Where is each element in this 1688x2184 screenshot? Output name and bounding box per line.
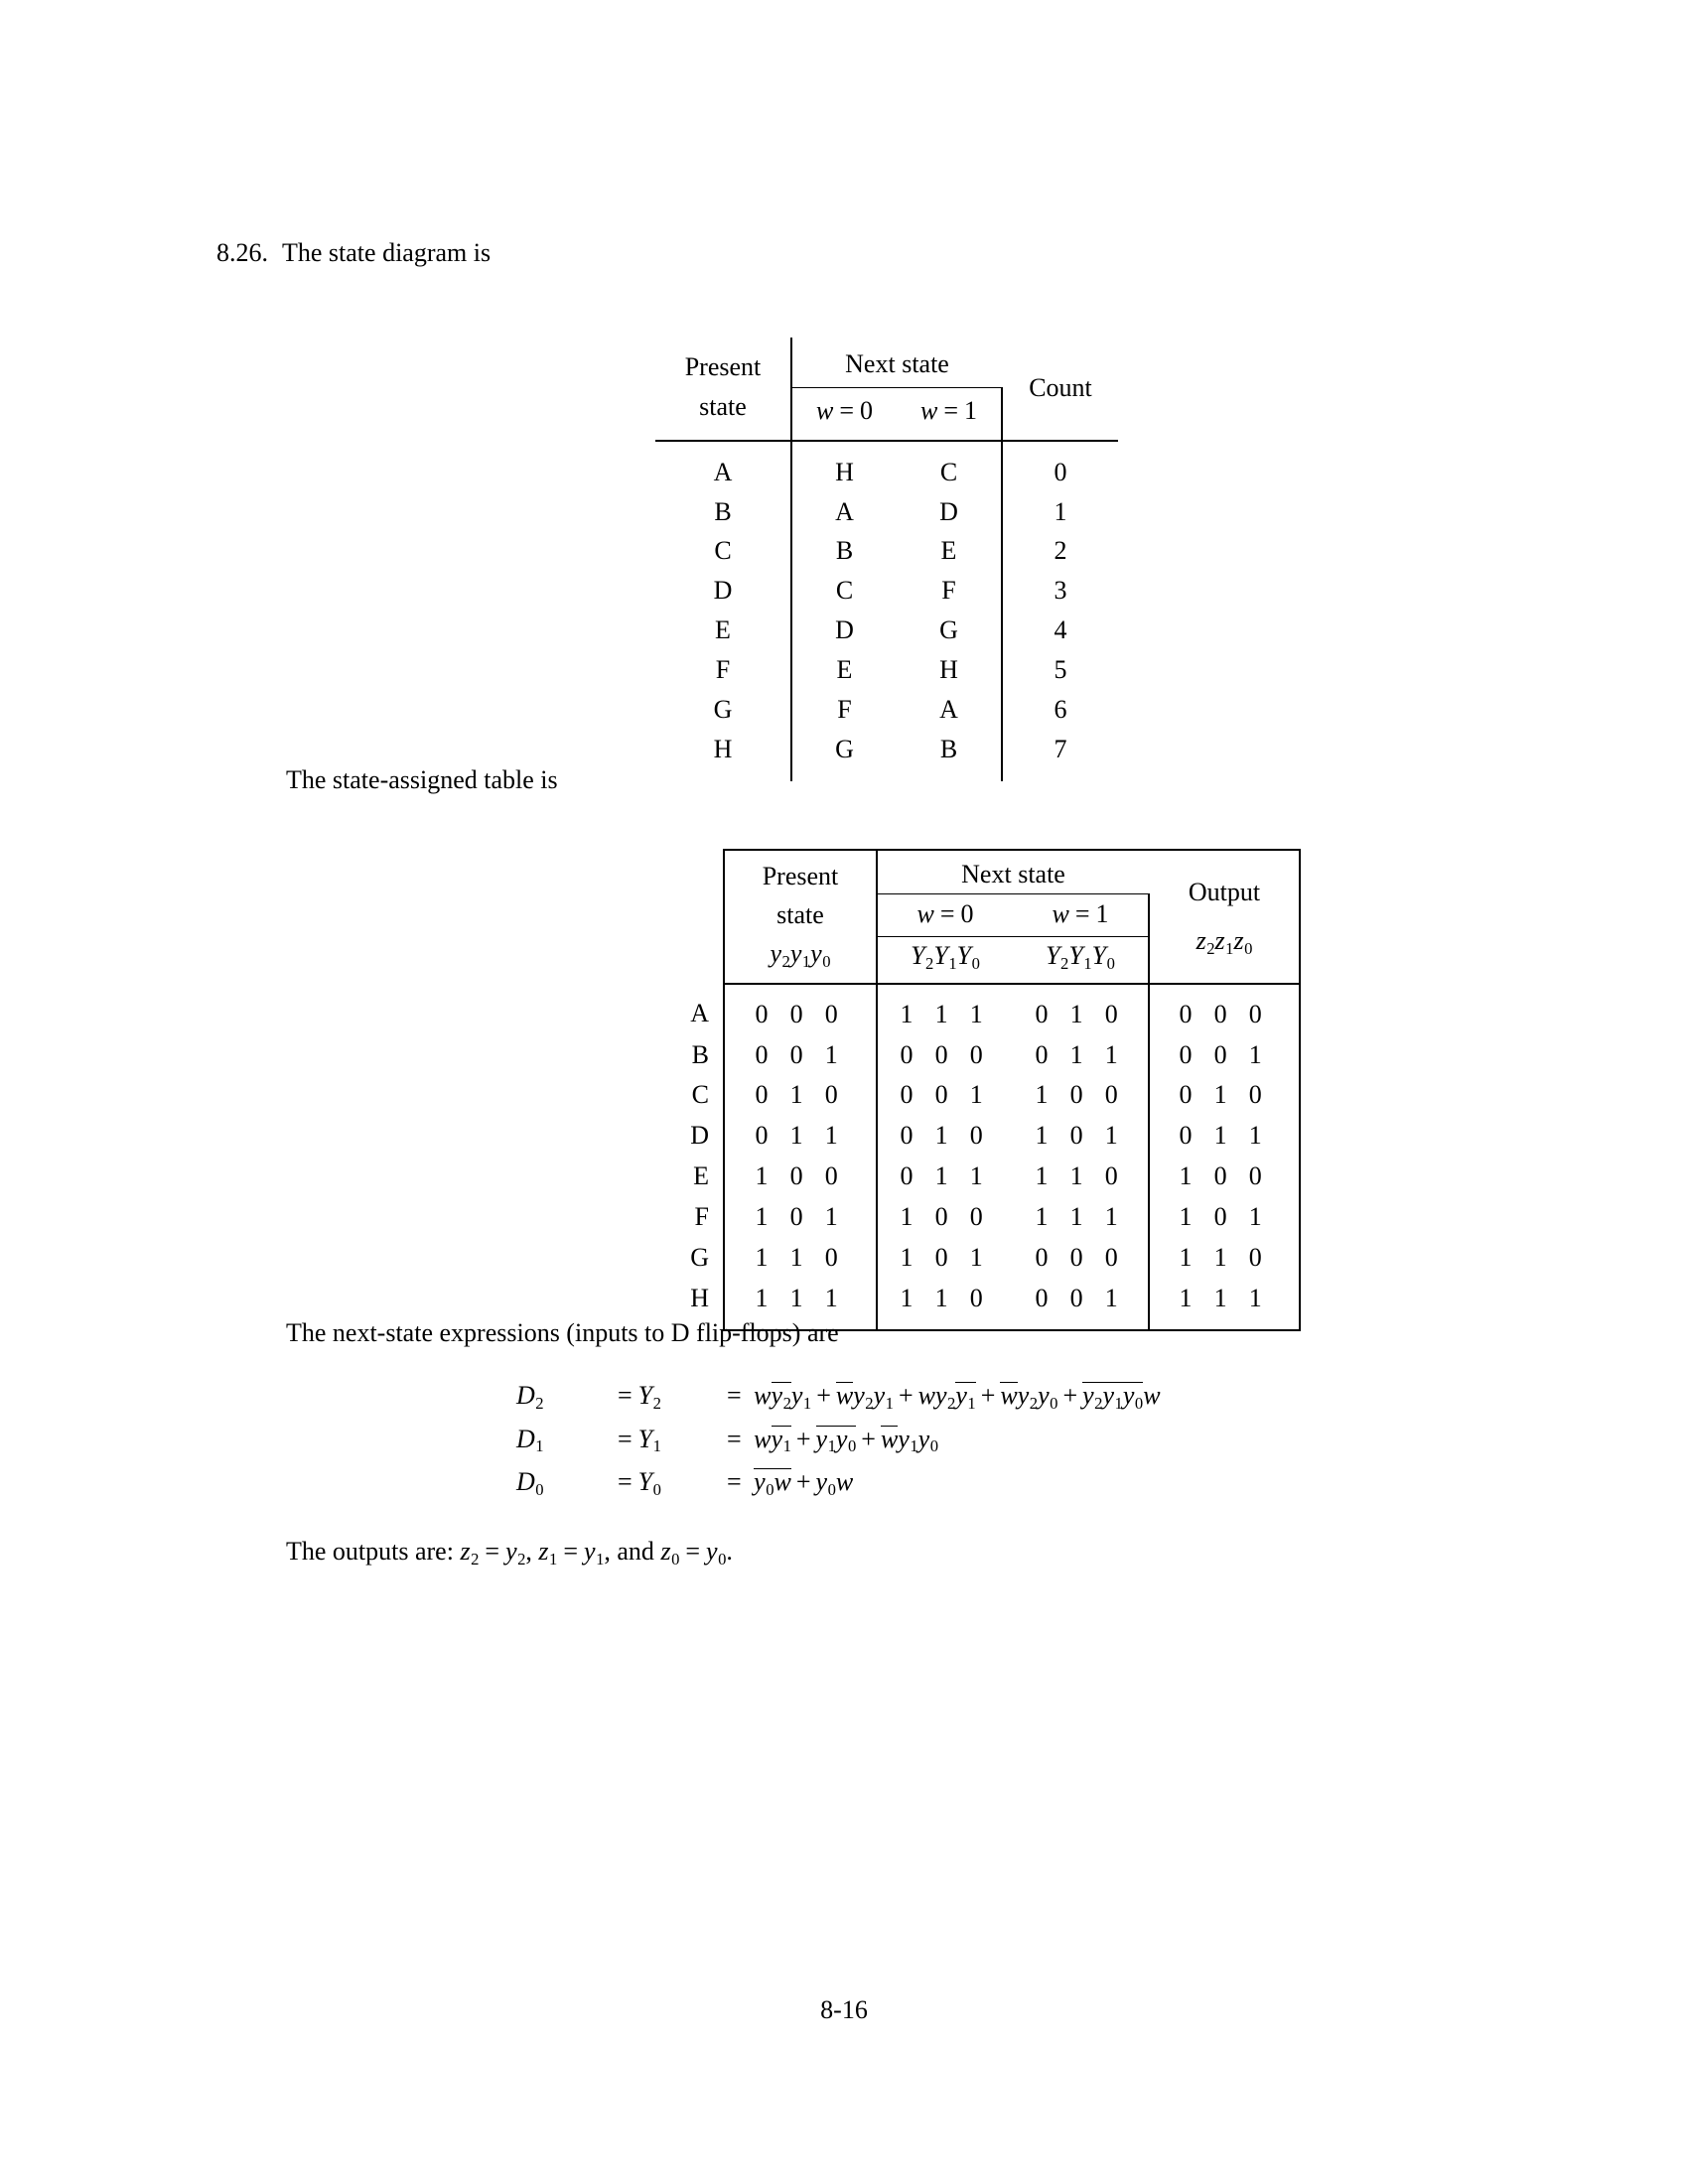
assigned-row-label: B	[691, 1039, 709, 1069]
rowlabel-spacer	[667, 936, 724, 984]
table-row	[655, 492, 1118, 532]
table-row	[655, 532, 1118, 572]
assigned-row-label: G	[690, 1243, 709, 1273]
assigned-cell-next-w1: 0 1 1	[1035, 1039, 1126, 1069]
assigned-row-label: E	[693, 1161, 709, 1191]
equation-d2-rhs: = $wy_2y_1 + wy_2y_1 + wy_2y_1 + wy_2y_0 + y_2y_1y_0w$	[727, 1381, 1161, 1413]
state-table-cell-next-w1: G	[939, 615, 958, 645]
problem-statement: The state diagram is	[282, 238, 492, 267]
equation-table	[516, 1375, 1161, 1505]
state-table-cell-count: 6	[1002, 691, 1118, 731]
equation-d0-mid: = $Y_0$	[618, 1467, 661, 1499]
paragraph-next-state-intro: The next-state expressions (inputs to D flip-flops) are	[286, 1318, 839, 1347]
assigned-cell-next-w1: 1 0 0	[1035, 1080, 1126, 1110]
equation-d2-mid: = $Y_2$	[618, 1381, 661, 1413]
state-table-cell-next-w0: D	[835, 615, 854, 645]
assigned-cell-next-w0: 1 1 0	[877, 1279, 1013, 1330]
assigned-cell-present: 0 1 1	[724, 1116, 877, 1157]
state-table	[655, 338, 1118, 781]
table-row	[655, 691, 1118, 731]
state-table-header-w-values	[791, 387, 1002, 441]
equation-d2-lhs: $D_2$	[516, 1381, 544, 1413]
table-row	[655, 730, 1118, 780]
assigned-cell-next-w0: 0 1 1	[900, 1161, 991, 1191]
header-w1: w = 1	[919, 396, 977, 426]
assigned-header-w0: w = 0	[877, 894, 1013, 936]
state-assigned-table	[667, 849, 1301, 1331]
state-table-cell-next-w0: G	[835, 734, 854, 763]
state-table-cell-next-w0: B	[835, 536, 854, 566]
table-row	[667, 1075, 1300, 1116]
assigned-cell-output: 1 0 1	[1149, 1197, 1300, 1238]
outputs-sep-2: , and	[604, 1537, 661, 1566]
assigned-cell-next-w1: 1 1 0	[1035, 1161, 1126, 1191]
table-row	[667, 1238, 1300, 1279]
state-table-header-count: Count	[1002, 338, 1118, 441]
header-present-line2: state	[699, 392, 747, 422]
state-table-cell-count: 3	[1002, 572, 1118, 612]
table-row	[655, 612, 1118, 651]
state-table-head	[655, 338, 1118, 441]
outputs-sep-1: ,	[525, 1537, 539, 1566]
state-table-cell-present: G	[655, 691, 791, 731]
state-table-cell-next-w1: B	[939, 734, 958, 763]
assigned-cell-present: 1 0 0	[724, 1157, 877, 1197]
equation-d1-rhs: = $wy_1 + y_1y_0 + wy_1y_0$	[727, 1424, 938, 1456]
table-row	[667, 1157, 1300, 1197]
assigned-row-label: F	[694, 1202, 709, 1232]
state-table-cell-next-w0: H	[835, 457, 854, 486]
state-table-cell-count: 5	[1002, 651, 1118, 691]
assigned-cell-next-w0: 1 1 1	[900, 999, 991, 1028]
header-present-line1: Present	[684, 352, 762, 381]
assigned-row-label: A	[690, 999, 709, 1028]
output-eq-z0: $z_0 = y_0$	[660, 1537, 727, 1569]
state-table-cell-present: H	[655, 730, 791, 780]
next-state-equations	[516, 1375, 1161, 1505]
assigned-cell-present: 1 0 1	[724, 1197, 877, 1238]
assigned-cell-output: 1 0 0	[1149, 1157, 1300, 1197]
state-table-header-next-state: Next state	[791, 338, 1002, 387]
state-table-cell-next-w1: H	[939, 655, 958, 685]
assigned-cell-next-w1: 0 1 0	[1035, 999, 1126, 1028]
state-table-cell-next-w1: E	[940, 536, 957, 566]
state-table-cell-present: A	[655, 441, 791, 492]
output-eq-z1: $z_1 = y_1$	[538, 1537, 605, 1569]
page-number: 8-16	[820, 1995, 868, 2024]
state-assigned-table-body	[667, 984, 1300, 1330]
state-table-cell-present: C	[655, 532, 791, 572]
table-row	[655, 441, 1118, 492]
assigned-header-present-line1: Present	[762, 862, 839, 890]
state-table-cell-count: 7	[1002, 730, 1118, 780]
outputs-prefix: The outputs are:	[286, 1537, 461, 1566]
equation-d1-lhs: $D_1$	[516, 1424, 544, 1456]
outputs-period: .	[726, 1537, 733, 1566]
assigned-cell-next-w1: 0 0 0	[1035, 1243, 1126, 1273]
equation-d0-lhs: $D_0$	[516, 1467, 544, 1499]
assigned-row-label: H	[690, 1284, 709, 1313]
state-table-cell-present: D	[655, 572, 791, 612]
state-table-cell-next-w0: E	[836, 655, 853, 685]
equation-row-d1	[516, 1419, 1161, 1462]
state-table-header-present	[655, 338, 791, 441]
rowlabel-spacer	[667, 850, 724, 894]
assigned-header-next-state: Next state	[877, 850, 1149, 894]
assigned-header-present-vars: $y_2y_1y_0$	[770, 939, 831, 971]
assigned-cell-next-w0: 1 0 1	[900, 1243, 991, 1273]
state-table-cell-next-w1: D	[939, 496, 958, 526]
state-table-cell-count: 0	[1002, 441, 1118, 492]
table-row	[655, 651, 1118, 691]
assigned-header-output-label: Output	[1188, 877, 1261, 906]
state-table-cell-present: B	[655, 492, 791, 532]
state-table-cell-count: 4	[1002, 612, 1118, 651]
assigned-cell-next-w0: 0 0 0	[900, 1039, 991, 1069]
assigned-cell-present: 0 1 0	[724, 1075, 877, 1116]
table-row	[667, 1035, 1300, 1076]
state-table-cell-next-w0: C	[835, 576, 854, 606]
assigned-cell-present: 0 0 1	[724, 1035, 877, 1076]
assigned-cell-present: 0 0 0	[724, 984, 877, 1035]
rowlabel-spacer	[667, 894, 724, 936]
paragraph-outputs	[286, 1534, 733, 1570]
assigned-row-label: C	[691, 1080, 709, 1110]
assigned-cell-next-w0: 0 1 0	[900, 1121, 991, 1151]
assigned-cell-present: 1 1 0	[724, 1238, 877, 1279]
assigned-header-next-vars-w0: $Y_2Y_1Y_0$	[877, 936, 1013, 984]
assigned-header-output-vars: $z_2z_1z_0$	[1196, 926, 1253, 958]
state-table-cell-next-w1: C	[939, 457, 958, 486]
table-row	[667, 1197, 1300, 1238]
assigned-cell-next-w0: 1 0 0	[900, 1202, 991, 1232]
equation-d0-rhs: = $y_0w + y_0w$	[727, 1467, 854, 1499]
state-table-cell-present: E	[655, 612, 791, 651]
table-row	[667, 1116, 1300, 1157]
assigned-header-next-vars-w1: $Y_2Y_1Y_0$	[1013, 936, 1149, 984]
header-w0: w = 0	[815, 396, 873, 426]
problem-heading	[216, 238, 491, 268]
equation-row-d0	[516, 1461, 1161, 1505]
state-table-cell-present: F	[655, 651, 791, 691]
assigned-header-w1: w = 1	[1013, 894, 1149, 936]
state-table-cell-next-w1: A	[939, 695, 958, 725]
assigned-cell-output: 0 1 0	[1149, 1075, 1300, 1116]
problem-number: 8.26.	[216, 238, 268, 267]
assigned-row-label: D	[690, 1121, 709, 1151]
state-assigned-table-head	[667, 850, 1300, 984]
equation-row-d2	[516, 1375, 1161, 1419]
page-footer	[0, 1995, 1688, 2025]
equation-d1-mid: = $Y_1$	[618, 1424, 661, 1456]
assigned-header-present	[724, 850, 877, 984]
assigned-cell-next-w1: 1 0 1	[1035, 1121, 1126, 1151]
paragraph-state-assigned-intro: The state-assigned table is	[286, 765, 558, 794]
assigned-cell-present: 1 1 1	[724, 1279, 877, 1330]
assigned-cell-output: 0 0 1	[1149, 1035, 1300, 1076]
assigned-cell-next-w1: 1 1 1	[1035, 1202, 1126, 1232]
state-table-cell-next-w1: F	[941, 576, 956, 606]
assigned-cell-output: 1 1 1	[1149, 1279, 1300, 1330]
state-table-cell-count: 2	[1002, 532, 1118, 572]
state-table-cell-next-w0: F	[837, 695, 852, 725]
assigned-cell-output: 1 1 0	[1149, 1238, 1300, 1279]
table-row	[667, 984, 1300, 1035]
output-eq-z2: $z_2 = y_2$	[460, 1537, 526, 1569]
state-table-cell-count: 1	[1002, 492, 1118, 532]
state-table-cell-next-w0: A	[835, 496, 854, 526]
table-row	[655, 572, 1118, 612]
assigned-cell-output: 0 1 1	[1149, 1116, 1300, 1157]
assigned-cell-next-w1: 0 0 1	[1013, 1279, 1149, 1330]
assigned-cell-next-w0: 0 0 1	[900, 1080, 991, 1110]
assigned-header-present-line2: state	[776, 900, 824, 929]
assigned-header-output	[1149, 850, 1300, 984]
state-table-body	[655, 441, 1118, 781]
assigned-cell-output: 0 0 0	[1149, 984, 1300, 1035]
